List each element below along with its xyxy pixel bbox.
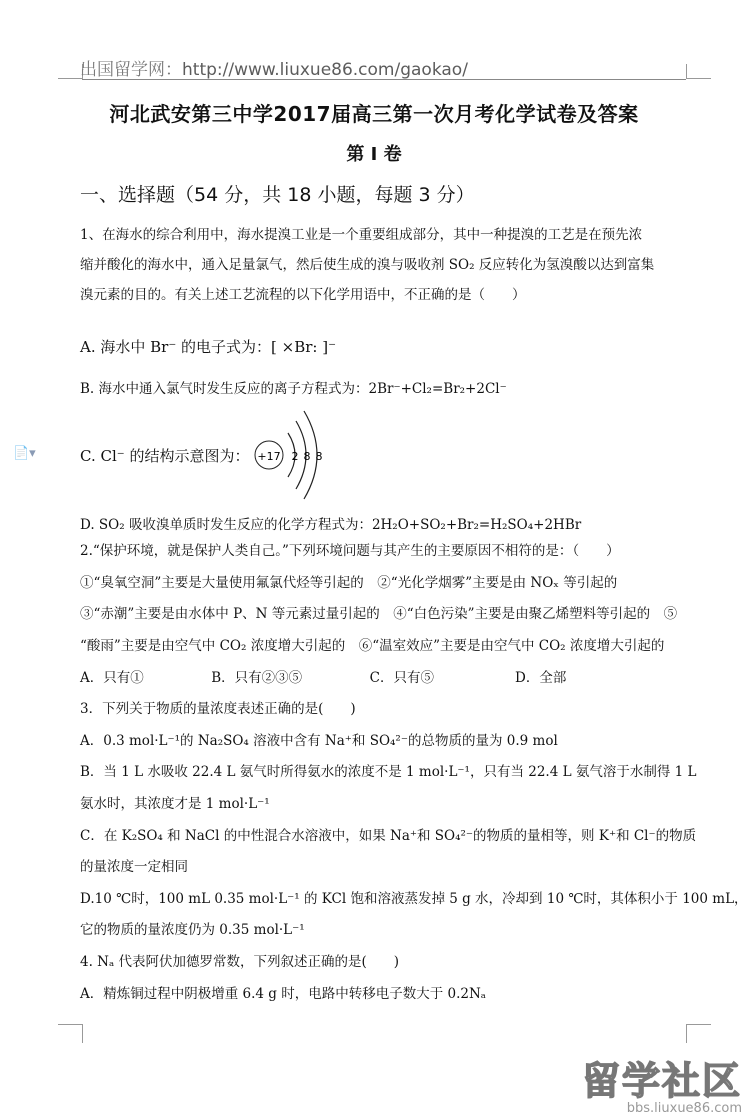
q3-option-b-line-1: B．当 1 L 水吸收 22.4 L 氨气时所得氨水的浓度不是 1 mol·L⁻¹，只有当 22.4 L 氨气溶于水制得 1 L bbox=[80, 764, 697, 780]
q3-option-b-line-2: 氨水时，其浓度才是 1 mol·L⁻¹ bbox=[80, 796, 270, 812]
q1-option-a: A. 海水中 Br⁻ 的电子式为：[ ×Br: ]⁻ bbox=[80, 338, 336, 356]
document-title: 河北武安第三中学2017届高三第一次月考化学试卷及答案 bbox=[109, 102, 639, 126]
q2-stem: 2.“保护环境，就是保护人类自己。”下列环境问题与其产生的主要原因不相符的是：（ ） bbox=[80, 543, 620, 559]
q4-option-a: A．精炼铜过程中阴极增重 6.4 g 时，电路中转移电子数大于 0.2Nₐ bbox=[80, 986, 487, 1002]
q3-option-c-line-1: C．在 K₂SO₄ 和 NaCl 的中性混合水溶液中，如果 Na⁺和 SO₄²⁻的物质的量相等，则 K⁺和 Cl⁻的物质 bbox=[80, 828, 697, 844]
header-site-label: 出国留学网： bbox=[80, 60, 182, 80]
q1-line-1: 1、在海水的综合利用中，海水提溴工业是一个重要组成部分，其中一种提溴的工艺是在预先浓 bbox=[80, 227, 643, 243]
nucleus-charge: +17 bbox=[257, 450, 281, 463]
shell-electrons-1: 2 bbox=[291, 450, 299, 463]
page-header bbox=[80, 55, 680, 80]
document-subtitle: 第 I 卷 bbox=[346, 144, 402, 165]
q2-item-line-2: ③“赤潮”主要是由水体中 P、N 等元素过量引起的 ④“白色污染”主要是由聚乙烯塑料等引起的 ⑤ bbox=[80, 606, 678, 622]
watermark bbox=[582, 1050, 742, 1116]
q3-option-c-line-2: 的量浓度一定相同 bbox=[80, 859, 188, 875]
shell-electrons-2: 8 bbox=[303, 450, 311, 463]
watermark-url: bbs.liuxue86.com bbox=[626, 1101, 742, 1116]
shell-electrons-3: 8 bbox=[315, 450, 323, 463]
header-rule bbox=[82, 79, 686, 80]
corner-mark-bottom-left bbox=[58, 1024, 83, 1043]
document-icon[interactable]: 📄▾ bbox=[13, 446, 36, 461]
q4-stem: 4. Nₐ 代表阿伏加德罗常数，下列叙述正确的是( ) bbox=[80, 954, 400, 970]
header-url[interactable]: http://www.liuxue86.com/gaokao/ bbox=[182, 60, 468, 80]
q2-item-line-3: “酸雨”主要是由空气中 CO₂ 浓度增大引起的 ⑥“温室效应”主要是由空气中 CO₂ 浓度增大引起的 bbox=[80, 638, 665, 654]
q3-option-d-line-1: D.10 ℃时，100 mL 0.35 mol·L⁻¹ 的 KCl 饱和溶液蒸发掉 5 g 水，冷却到 10 ℃时，其体积小于 100 mL， bbox=[80, 891, 748, 907]
chloride-structure-diagram bbox=[252, 405, 342, 505]
corner-mark-bottom-right bbox=[686, 1024, 711, 1043]
q2-item-line-1: ①“臭氧空洞”主要是大量使用氟氯代烃等引起的 ②“光化学烟雾”主要是由 NOₓ 等引起的 bbox=[80, 575, 618, 591]
q3-option-d-line-2: 它的物质的量浓度仍为 0.35 mol·L⁻¹ bbox=[80, 922, 305, 938]
q3-stem: 3．下列关于物质的量浓度表述正确的是( ) bbox=[80, 701, 356, 717]
q1-line-2: 缩并酸化的海水中，通入足量氯气，然后使生成的溴与吸收剂 SO₂ 反应转化为氢溴酸以达到富集 bbox=[80, 257, 655, 273]
watermark-logo: 留学社区 bbox=[581, 1059, 742, 1103]
q1-option-b: B. 海水中通入氯气时发生反应的离子方程式为：2Br⁻+Cl₂=Br₂+2Cl⁻ bbox=[80, 381, 507, 397]
q3-option-a: A．0.3 mol·L⁻¹的 Na₂SO₄ 溶液中含有 Na⁺和 SO₄²⁻的总物质的量为 0.9 mol bbox=[80, 733, 558, 749]
q1-line-3: 溴元素的目的。有关上述工艺流程的以下化学用语中，不正确的是（ ） bbox=[80, 287, 526, 303]
section-heading: 一、选择题（54 分，共 18 小题，每题 3 分） bbox=[80, 184, 475, 206]
q1-option-d: D. SO₂ 吸收溴单质时发生反应的化学方程式为：2H₂O+SO₂+Br₂=H₂SO₄+2HBr bbox=[80, 517, 582, 533]
q1-option-c: C. Cl⁻ 的结构示意图为： bbox=[80, 447, 250, 465]
corner-mark-top-right bbox=[686, 64, 711, 79]
q2-options: A．只有① B．只有②③⑤ C．只有⑤ D．全部 bbox=[80, 670, 567, 686]
